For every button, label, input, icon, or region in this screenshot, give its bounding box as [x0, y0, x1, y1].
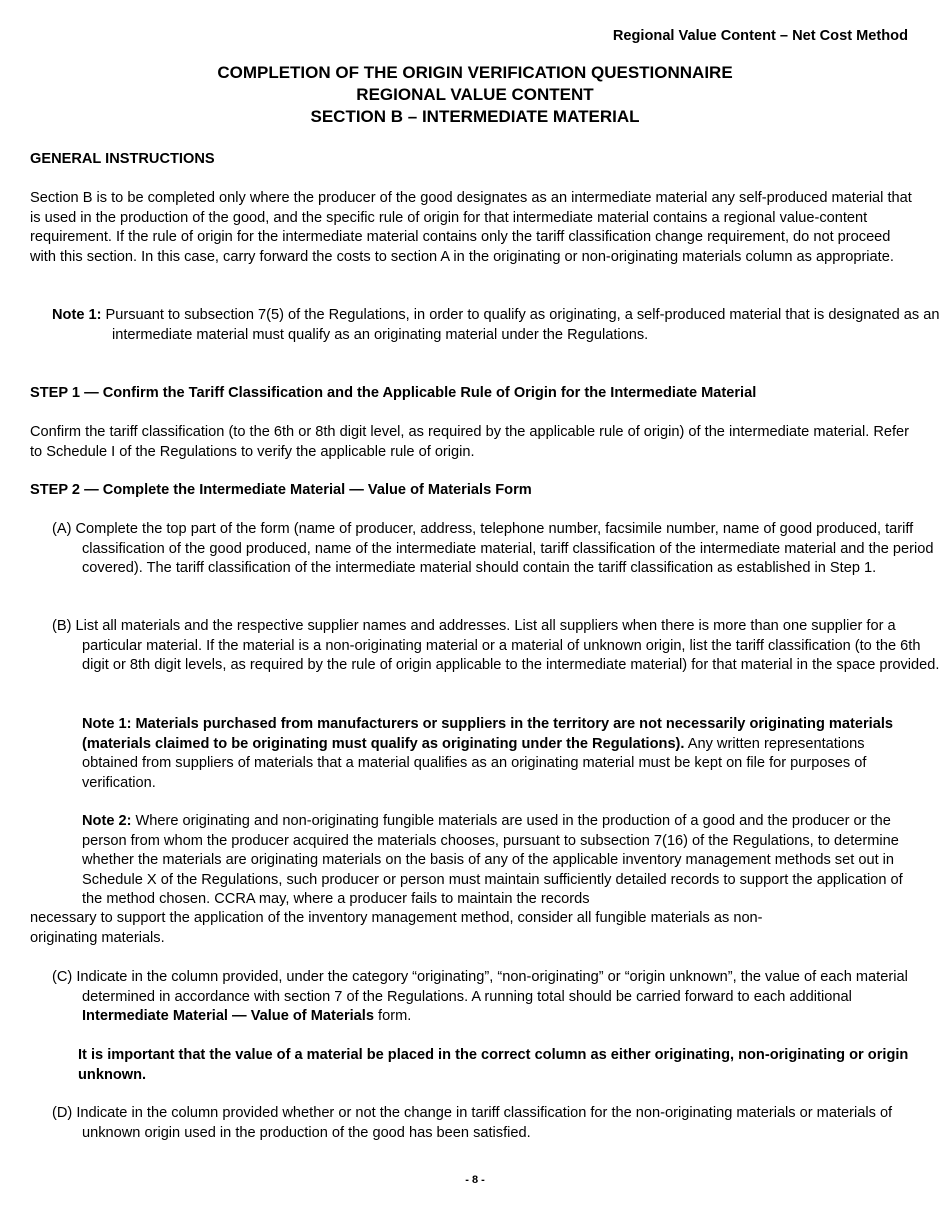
note-1-bold-text: Note 1: Materials purchased from manufacturers or suppliers in the territory are not necessarily originating materials (materials claimed to be originating must qualify as originating under the Regulations).: [82, 716, 894, 752]
note-2-text: Where originating and non-originating fungible materials are used in the production of a good and the producer or the person from whom the producer acquired the materials chooses, pursuant to subsection 7(16) of the Regulations, to determine whether the materials are originating materials on the basis of any of the applicable inventory management methods set out in Schedule X of the Regulations, such producer or person must maintain sufficiently detailed records to support the application of the method chosen. CCRA may, where a producer fails to maintain the records: [82, 813, 903, 907]
step-2-note-2: [82, 812, 922, 910]
step-2-note-1: [82, 715, 922, 793]
step-2-note-2-continued: necessary to support the application of the inventory management method, consider all fungible materials as non-originating materials.: [30, 910, 763, 946]
title-line-2: REGIONAL VALUE CONTENT: [356, 85, 594, 104]
title-line-1: COMPLETION OF THE ORIGIN VERIFICATION QUESTIONNAIRE: [217, 63, 733, 82]
note-text: Pursuant to subsection 7(5) of the Regulations, in order to qualify as originating, a self-produced material that is designated as an intermediate material must qualify as an originating material under the Regulations.: [101, 307, 940, 343]
step-2-item-c: [52, 968, 942, 1027]
step-2-item-d: (D) Indicate in the column provided whether or not the change in tariff classification for the non-originating materials or materials of unknown origin used in the production of the good has been satisfied.: [52, 1105, 893, 1141]
general-note-1: [52, 306, 950, 345]
general-instructions-heading: GENERAL INSTRUCTIONS: [30, 151, 215, 167]
general-instructions-paragraph: Section B is to be completed only where the producer of the good designates as an intermediate material any self-produced material that is used in the production of the good, and the specific rule of origin for that intermediate material contains a regional value-content requirement. If the rule of origin for the intermediate material contains only the tariff classification change requirement, do not proceed with this section. In this case, carry forward the costs to section A in the originating or non-originating materials column as appropriate.: [30, 190, 912, 265]
step-2-heading: STEP 2 — Complete the Intermediate Material — Value of Materials Form: [30, 482, 532, 498]
form-name: Intermediate Material — Value of Materials: [82, 1008, 374, 1024]
step-2-item-a: (A) Complete the top part of the form (name of producer, address, telephone number, facsimile number, name of good produced, tariff classification of the good produced, name of the intermediate material, tariff classification of the intermediate material and the period covered). The tariff classification of the intermediate material should contain the tariff classification as established in Step 1.: [52, 521, 934, 576]
step-2-item-b: (B) List all materials and the respective supplier names and addresses. List all suppliers when there is more than one supplier for a particular material. If the material is a non-originating material or a material of unknown origin, list the tariff classification (to the 6th digit or 8th digit levels, as required by the rule of origin applicable to the intermediate material) for that material in the space provided.: [52, 618, 940, 673]
important-notice: It is important that the value of a material be placed in the correct column as either originating, non-originating or origin unknown.: [78, 1047, 909, 1083]
page-number: - 8 -: [465, 1174, 485, 1186]
running-header: Regional Value Content – Net Cost Method: [612, 28, 908, 44]
note-1-text: Any written representations obtained from suppliers of materials that a material qualifies as an originating material must be kept on file for purposes of verification.: [82, 735, 867, 791]
item-c-end: form.: [373, 1008, 412, 1024]
step-1-paragraph: Confirm the tariff classification (to the 6th or 8th digit level, as required by the applicable rule of origin) of the intermediate material. Refer to Schedule I of the Regulations to verify the applicable rule of origin.: [30, 424, 910, 460]
note-2-label: Note 2:: [82, 813, 132, 829]
note-label: Note 1:: [52, 307, 102, 323]
step-1-heading: STEP 1 — Confirm the Tariff Classification and the Applicable Rule of Origin for the Intermediate Material: [30, 385, 757, 401]
document-title: [0, 62, 950, 128]
title-line-3: SECTION B – INTERMEDIATE MATERIAL: [310, 107, 640, 126]
item-c-text: (C) Indicate in the column provided, under the category “originating”, “non-originating” or “origin unknown”, the value of each material determined in accordance with section 7 of the Regulations. A running total should be carried forward to each additional: [52, 969, 908, 1005]
